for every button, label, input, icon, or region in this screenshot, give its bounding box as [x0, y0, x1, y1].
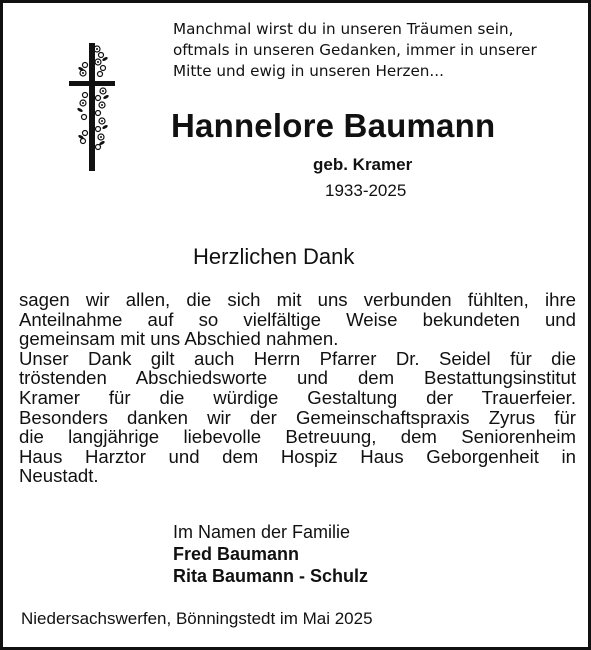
- body-line: Neustadt.: [19, 465, 99, 487]
- body-line: tröstenden Abschiedsworte und dem Bestattungsinstitut: [19, 367, 576, 389]
- body-line: gemeinsam mit uns Abschied nahmen.: [19, 328, 339, 350]
- signature-intro: Im Namen der Familie: [173, 522, 351, 542]
- cross-with-flowers-icon: [67, 43, 119, 171]
- poem-line: Manchmal wirst du in unseren Träumen sein,: [173, 20, 514, 38]
- body-line: Anteilnahme auf so vielfältige Weise bekundeten und: [19, 308, 576, 330]
- body-line: sagen wir allen, die sich mit uns verbunden fühlten, ihre: [19, 289, 576, 310]
- signatory-name: Rita Baumann - Schulz: [173, 566, 369, 586]
- body-line: Kramer für die würdige Gestaltung der Trauerfeier.: [19, 386, 576, 408]
- body-line: Haus Harztor und dem Hospiz Haus Geborgenheit in: [19, 445, 576, 467]
- poem-line: Mitte und ewig in unseren Herzen...: [173, 62, 444, 80]
- memorial-poem: [173, 19, 573, 82]
- life-years: 1933-2025: [325, 181, 407, 200]
- place-and-date: Niedersachswerfen, Bönningstedt im Mai 2025: [21, 609, 373, 628]
- birth-name: geb. Kramer: [313, 155, 413, 174]
- body-line: Besonders danken wir der Gemeinschaftspraxis Zyrus für: [19, 406, 576, 428]
- thanks-body: [19, 290, 576, 486]
- thanks-heading: Herzlichen Dank: [193, 244, 355, 269]
- poem-line: oftmals in unseren Gedanken, immer in unserer: [173, 41, 537, 59]
- family-signature: [173, 521, 368, 587]
- deceased-name: Hannelore Baumann: [171, 107, 496, 144]
- body-line: die langjährige liebevolle Betreuung, dem Seniorenheim: [19, 426, 576, 448]
- signatory-name: Fred Baumann: [173, 544, 300, 564]
- body-line: Unser Dank gilt auch Herrn Pfarrer Dr. Seidel für die: [19, 347, 576, 369]
